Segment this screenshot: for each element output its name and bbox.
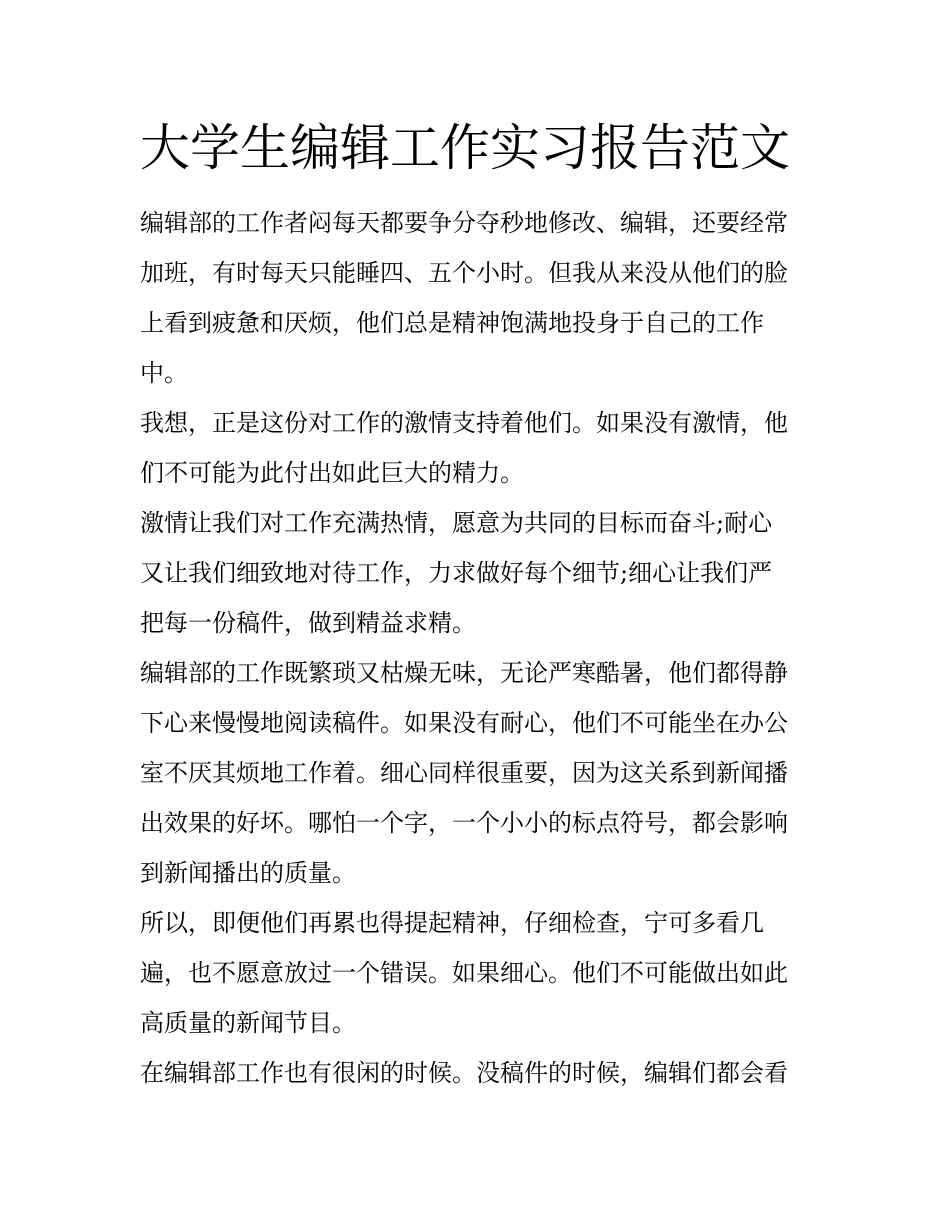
text-line: 我想，正是这份对工作的激情支持着他们。如果没有激情，他 <box>140 409 788 437</box>
text-line: 编辑部的工作既繁琐又枯燥无味，无论严寒酷暑，他们都得静 <box>140 659 788 687</box>
text-line: 上看到疲惫和厌烦，他们总是精神饱满地投身于自己的工作 <box>140 309 764 337</box>
text-line: 所以，即便他们再累也得提起精神，仔细检查，宁可多看几 <box>140 909 764 937</box>
text-line: 出效果的好坏。哪怕一个字，一个小小的标点符号，都会影响 <box>140 809 788 837</box>
text-line: 下心来慢慢地阅读稿件。如果没有耐心，他们不可能坐在办公 <box>140 709 788 737</box>
document-title: 大学生编辑工作实习报告范文 <box>140 119 790 177</box>
text-line: 室不厌其烦地工作着。细心同样很重要，因为这关系到新闻播 <box>140 759 788 787</box>
text-line: 在编辑部工作也有很闲的时候。没稿件的时候，编辑们都会看 <box>140 1059 788 1087</box>
text-line: 遍，也不愿意放过一个错误。如果细心。他们不可能做出如此 <box>140 959 788 987</box>
text-line: 编辑部的工作者闷每天都要争分夺秒地修改、编辑，还要经常 <box>140 209 788 237</box>
text-line: 激情让我们对工作充满热情，愿意为共同的目标而奋斗;耐心 <box>140 509 773 537</box>
text-line: 加班，有时每天只能睡四、五个小时。但我从来没从他们的脸 <box>140 259 788 287</box>
text-line: 中。 <box>140 359 188 387</box>
text-line: 们不可能为此付出如此巨大的精力。 <box>140 459 524 487</box>
text-line: 高质量的新闻节目。 <box>140 1009 356 1037</box>
document-body <box>140 198 830 1098</box>
text-line: 到新闻播出的质量。 <box>140 859 356 887</box>
text-line: 又让我们细致地对待工作，力求做好每个细节;细心让我们严 <box>140 559 773 587</box>
text-line: 把每一份稿件，做到精益求精。 <box>140 609 476 637</box>
